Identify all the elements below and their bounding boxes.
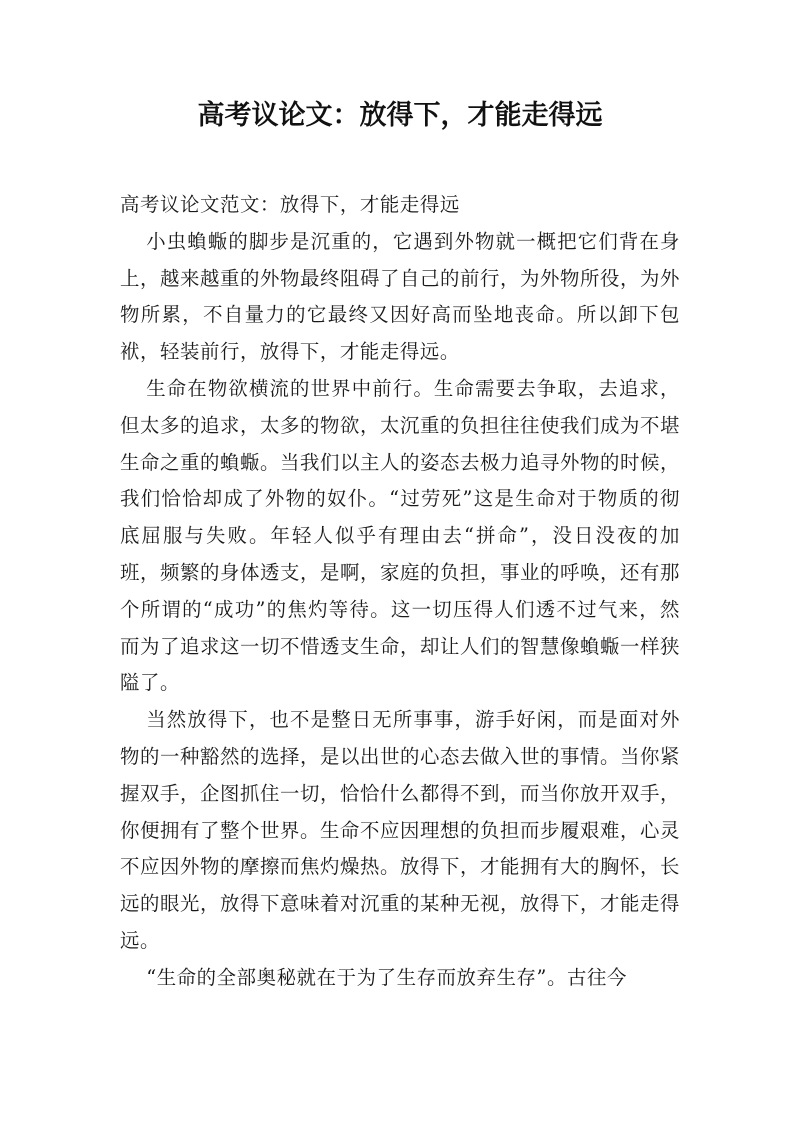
paragraph-4: “生命的全部奥秘就在于为了生存而放弃生存”。古往今 bbox=[146, 965, 627, 989]
document-title: 高考议论文：放得下，才能走得远 bbox=[197, 100, 603, 131]
paragraph-1: 小虫蝜蝂的脚步是沉重的，它遇到外物就一概把它们背在身上，越来越重的外物最终阻碍了自己的前行，为外物所役，为外物所累，不自量力的它最终又因好高而坠地丧命。所以卸下包袱，轻装前行，放得下，才能走得远。 bbox=[120, 229, 680, 364]
document-subtitle: 高考议论文范文：放得下，才能走得远 bbox=[120, 193, 460, 216]
paragraph-3: 当然放得下，也不是整日无所事事，游手好闲，而是面对外物的一种豁然的选择，是以出世的心态去做入世的事情。当你紧握双手，企图抓住一切，恰恰什么都得不到，而当你放开双手，你便拥有了整个世界。生命不应因理想的负担而步履艰难，心灵不应因外物的摩擦而焦灼燥热。放得下，才能拥有大的胸怀，长远的眼光，放得下意味着对沉重的某种无视，放得下，才能走得远。 bbox=[120, 708, 680, 952]
paragraph-2: 生命在物欲横流的世界中前行。生命需要去争取，去追求，但太多的追求，太多的物欲，太沉重的负担往往使我们成为不堪生命之重的蝜蝂。当我们以主人的姿态去极力追寻外物的时候，我们恰恰却成了外物的奴仆。“过劳死”这是生命对于物质的彻底屈服与失败。年轻人似乎有理由去“拼命”，没日没夜的加班，频繁的身体透支，是啊，家庭的负担，事业的呼唤，还有那个所谓的“成功”的焦灼等待。这一切压得人们透不过气来，然而为了追求这一切不惜透支生命，却让人们的智慧像蝜蝂一样狭隘了。 bbox=[120, 376, 680, 695]
document-body bbox=[120, 187, 680, 997]
